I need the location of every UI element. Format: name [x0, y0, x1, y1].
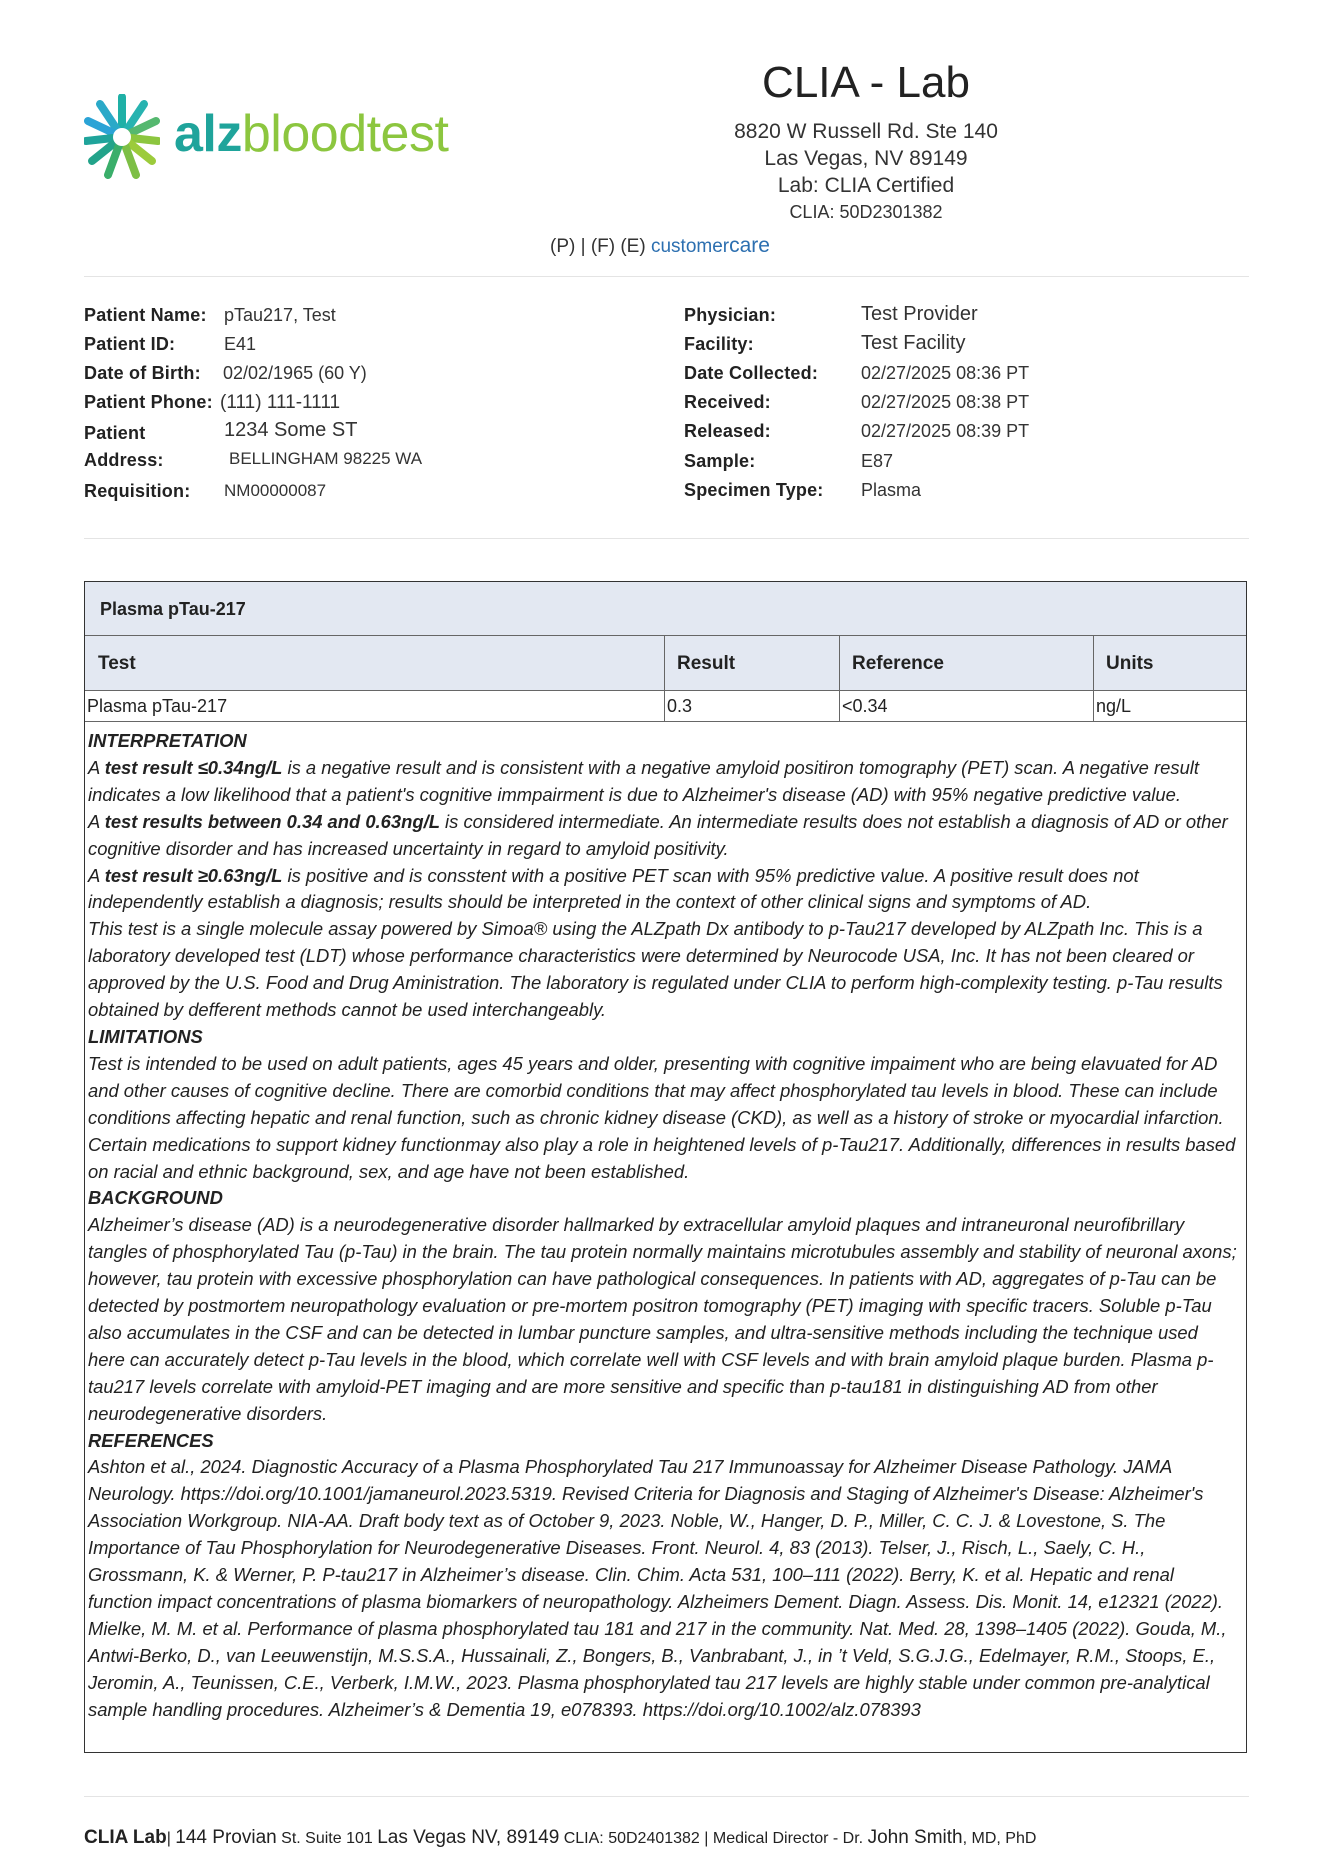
interpretation-intermediate-threshold: test results between 0.34 and 0.63ng/L	[104, 810, 440, 832]
patient-id-value: E41	[224, 334, 257, 354]
interpretation-positive-threshold: test result ≥0.63ng/L	[104, 864, 283, 886]
specimen-label: Specimen Type:	[684, 480, 824, 500]
date-collected-value: 02/27/2025 08:36 PT	[861, 363, 1030, 383]
panel-title: Plasma pTau-217	[85, 582, 1246, 636]
patient-info	[84, 305, 644, 515]
lab-clia-number: CLIA: 50D2301382	[789, 202, 943, 222]
received-value: 02/27/2025 08:38 PT	[861, 392, 1030, 412]
column-header-units: Units	[1106, 653, 1154, 674]
report-narrative	[88, 728, 1238, 1724]
brand-part-alz: alz	[174, 105, 242, 163]
footer-director-name: John Smith	[867, 1827, 963, 1848]
footer-director-credentials: , MD, PhD	[962, 1830, 1037, 1847]
patient-dob-value: 02/02/1965 (60 Y)	[223, 363, 367, 383]
patient-phone-label: Patient Phone:	[84, 392, 213, 412]
results-box	[84, 581, 1247, 1753]
brand-wordmark	[174, 104, 448, 164]
customer-care-link-part1: customer	[650, 236, 730, 257]
footer-divider	[84, 1796, 1249, 1797]
table-row	[85, 691, 1246, 722]
lab-address-line1: 8820 W Russell Rd. Ste 140	[734, 120, 998, 143]
column-header-reference: Reference	[852, 653, 944, 674]
brand-part-bloodtest: bloodtest	[241, 105, 449, 163]
patient-address-label-line1: Patient	[84, 423, 146, 443]
alzbloodtest-logo	[84, 94, 484, 190]
footer-street: 144 Provian	[175, 1827, 277, 1848]
interpretation-negative-text: is a negative result and is consistent with a negative amyloid positiron tomography (PET) scan. A negative result indicates a low likelihood that a patient's cognitive immpairment is due to Alzheimer's disease (AD) with 95% negative predictive value.	[88, 756, 1199, 805]
info-divider	[84, 538, 1249, 539]
patient-id-label: Patient ID:	[84, 334, 176, 354]
lab-contact-line	[550, 234, 770, 258]
results-table-header	[85, 636, 1246, 691]
background-text: Alzheimer’s disease (AD) is a neurodegenerative disorder hallmarked by extracellular amyloid plaques and intraneuronal neurofibrillary tangles of phosphorylated Tau (p-Tau) in the brain. The tau protein normally maintains microtubules assembly and stability of neuronal axons; however, tau protein with excessive phosphorylation can have pathological consequences. In patients with AD, aggregates of p-Tau can be detected by postmortem neuropathology evaluation or pre-mortem positron tomography (PET) imaging with specific tracers. Soluble p-Tau also accumulates in the CSF and can be detected in lumbar puncture samples, and ultra-sensitive methods including the technique used here can accurately detect p-Tau levels in the blood, which correlate well with CSF levels and with brain amyloid plaque burden. Plasma p-tau217 levels correlate with amyloid-PET imaging and are more sensitive and specific than p-tau181 in distinguishing AD from other neurodegenerative disorders.	[88, 1214, 1237, 1424]
header-divider	[84, 276, 1249, 277]
lab-name: CLIA - Lab	[762, 58, 970, 107]
contact-prefix: (P) | (F) (E)	[550, 236, 646, 257]
footer-city: Las Vegas NV, 89149	[377, 1827, 560, 1848]
column-divider	[664, 636, 665, 722]
cell-test: Plasma pTau-217	[87, 696, 228, 716]
order-info	[684, 305, 1244, 515]
patient-name-label: Patient Name:	[84, 305, 207, 325]
logo-burst-icon	[84, 94, 160, 180]
interpretation-positive-text: is positive and is consstent with a positive PET scan with 95% predictive value. A positive result does not independently establish a diagnosis; results should be interpreted in the context of other clinical signs and symptoms of AD.	[88, 864, 1139, 913]
customer-care-link-part2: care	[729, 234, 770, 257]
date-collected-label: Date Collected:	[684, 363, 819, 383]
interpretation-negative	[88, 755, 1238, 809]
cell-result: 0.3	[667, 696, 693, 716]
page-footer	[84, 1827, 1036, 1849]
cell-units: ng/L	[1096, 696, 1132, 716]
column-header-result: Result	[677, 653, 736, 674]
interpretation-intermediate-text: is considered intermediate. An intermediate results does not establish a diagnosis of AD or other cognitive disorder and has increased uncertainty in regard to amyloid positivity.	[88, 810, 1228, 859]
patient-name-value: pTau217, Test	[224, 305, 336, 325]
patient-address-line1: 1234 Some ST	[224, 419, 358, 441]
patient-dob-label: Date of Birth:	[84, 363, 201, 383]
patient-phone-value: (111) 111-1111	[220, 392, 341, 413]
background-heading: BACKGROUND	[88, 1187, 223, 1209]
references-text: Ashton et al., 2024. Diagnostic Accuracy of a Plasma Phosphorylated Tau 217 Immunoassay for Alzheimer Disease Pathology. JAMA Neurology. https://doi.org/10.1001/jamaneurol.2023.5319. Revised Criteria for Diagnosis and Staging of Alzheimer's Disease: Alzheimer's Association Workgroup. NIA-AA. Draft body text as of October 9, 2023. Noble, W., Hanger, D. P., Miller, C. C. J. & Lovestone, S. The Importance of Tau Phosphorylation for Neurodegenerative Diseases. Front. Neurol. 4, 83 (2013). Telser, J., Risch, L., Saely, C. H., Grossmann, K. & Werner, P. P-tau217 in Alzheimer’s disease. Clin. Chim. Acta 531, 100–111 (2022). Berry, K. et al. Hepatic and renal function impact concentrations of plasma biomarkers of neuropathology. Alzheimers Dement. Diagn. Assess. Dis. Monit. 14, e12321 (2022). Mielke, M. M. et al. Performance of plasma phosphorylated tau 181 and 217 in the community. Nat. Med. 28, 1398–1405 (2022). Gouda, M., Antwi-Berko, D., van Leeuwenstijn, M.S.S.A., Hussainali, Z., Bongers, B., Vanbrabant, J., in ’t Veld, S.G.J.G., Edelmayer, R.M., Stoops, E., Jeromin, A., Teunissen, C.E., Verberk, I.M.W., 2023. Plasma phosphorylated tau 217 levels are highly stable under common pre-analytical sample handling procedures. Alzheimer’s & Dementia 19, e078393. https://doi.org/10.1002/alz.078393	[88, 1456, 1227, 1720]
facility-value: Test Facility	[861, 332, 966, 354]
received-label: Received:	[684, 392, 771, 412]
footer-lab-name: CLIA Lab	[84, 1827, 167, 1848]
sample-label: Sample:	[684, 451, 756, 471]
requisition-label: Requisition:	[84, 481, 191, 501]
specimen-value: Plasma	[861, 480, 922, 500]
interpretation-positive	[88, 863, 1238, 917]
patient-address-line2: BELLINGHAM 98225 WA	[229, 449, 423, 468]
customer-care-link[interactable]	[651, 236, 770, 257]
lab-address-line2: Las Vegas, NV 89149	[764, 147, 968, 170]
physician-value: Test Provider	[861, 303, 978, 325]
released-value: 02/27/2025 08:39 PT	[861, 421, 1030, 441]
interpretation-intermediate-pre: A	[88, 810, 105, 832]
released-label: Released:	[684, 421, 771, 441]
patient-address-label-line2: Address:	[84, 450, 164, 470]
interpretation-negative-pre: A	[88, 756, 105, 778]
limitations-heading: LIMITATIONS	[88, 1025, 203, 1047]
interpretation-intermediate	[88, 809, 1238, 863]
assay-description: This test is a single molecule assay powered by Simoa® using the ALZpath Dx antibody to p-Tau217 developed by ALZpath Inc. This is a laboratory developed test (LDT) whose performance characteristics were determined by Neurocode USA, Inc. It has not been cleared or approved by the U.S. Food and Drug Aministration. The laboratory is regulated under CLIA to perform high-complexity testing. p-Tau results obtained by defferent methods cannot be used interchangeably.	[88, 918, 1223, 1021]
footer-clia-director: CLIA: 50D2401382 | Medical Director - Dr.	[559, 1830, 868, 1847]
physician-label: Physician:	[684, 305, 777, 325]
cell-reference: <0.34	[842, 696, 888, 716]
limitations-text: Test is intended to be used on adult patients, ages 45 years and older, presenting with cognitive impaiment who are being elavuated for AD and other causes of cognitive decline. There are comorbid conditions that may affect phosphorylated tau levels in blood. These can include conditions affecting hepatic and renal function, such as chronic kidney disease (CKD), as well as a history of stroke or myocardial infarction. Certain medications to support kidney functionmay also play a role in heightened levels of p-Tau217. Additionally, differences in results based on racial and ethnic background, sex, and age have not been established.	[88, 1052, 1236, 1182]
lab-certification: Lab: CLIA Certified	[777, 174, 955, 197]
interpretation-heading: INTERPRETATION	[88, 730, 247, 751]
lab-header	[630, 58, 1102, 225]
interpretation-positive-pre: A	[88, 864, 105, 886]
column-divider	[1093, 636, 1094, 722]
requisition-value: NM00000087	[224, 481, 327, 500]
column-header-test: Test	[98, 653, 136, 674]
sample-value: E87	[861, 451, 894, 471]
facility-label: Facility:	[684, 334, 754, 354]
footer-suite: St. Suite 101	[276, 1830, 378, 1847]
references-heading: REFERENCES	[88, 1429, 214, 1451]
column-divider	[839, 636, 840, 722]
footer-separator: |	[166, 1830, 176, 1847]
interpretation-negative-threshold: test result ≤0.34ng/L	[104, 756, 283, 778]
